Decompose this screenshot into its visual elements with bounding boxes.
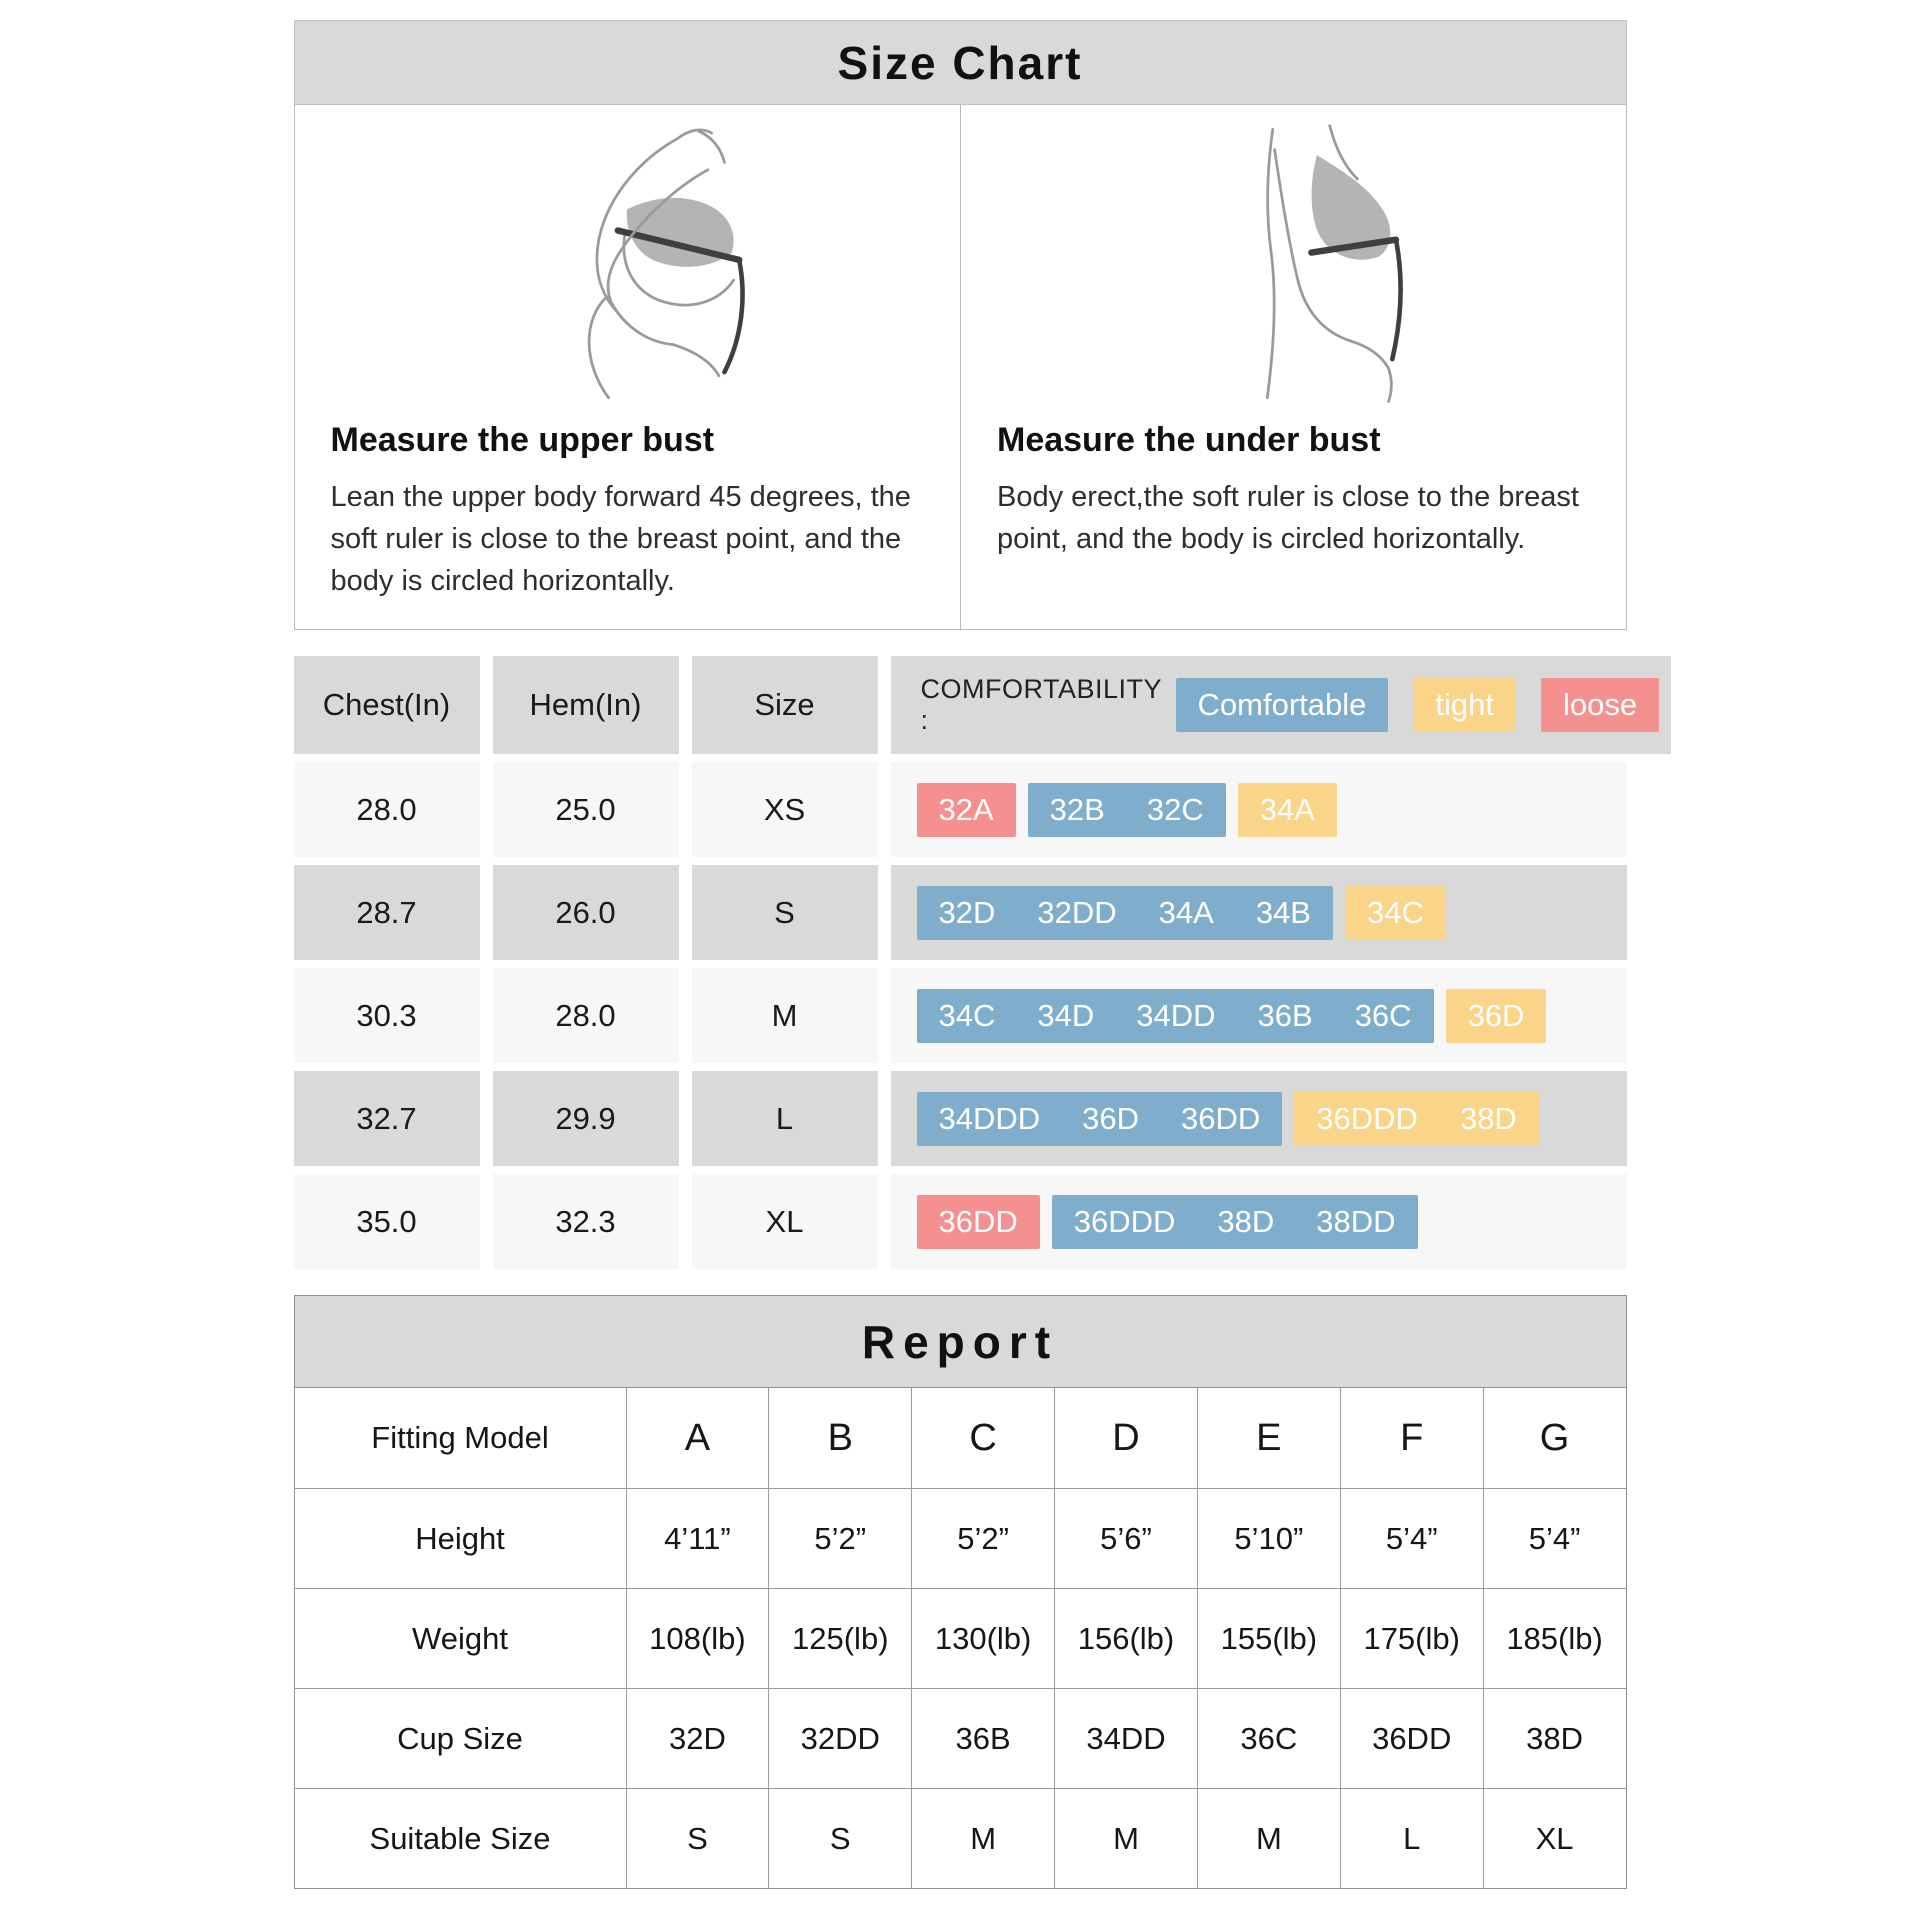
hem-value: 25.0 xyxy=(493,762,679,857)
report-value: 5’4” xyxy=(1483,1489,1626,1588)
report-value: M xyxy=(1197,1789,1340,1888)
bra-size: 36DD xyxy=(938,1203,1018,1239)
upright-figure-measuring-illustration xyxy=(997,115,1590,407)
comfortability-cell xyxy=(891,1174,1627,1269)
hem-value: 28.0 xyxy=(493,968,679,1063)
chest-value: 30.3 xyxy=(294,968,480,1063)
report-band xyxy=(295,1296,1626,1388)
under-bust-title: Measure the under bust xyxy=(997,421,1381,459)
comfortability-header xyxy=(891,656,1672,754)
report-value: 32D xyxy=(626,1689,769,1788)
report-value: C xyxy=(911,1388,1054,1488)
chest-value: 28.0 xyxy=(294,762,480,857)
bra-size: 36DD xyxy=(1181,1100,1261,1136)
report-value: 4’11” xyxy=(626,1489,769,1588)
size-chart-page xyxy=(294,0,1638,1889)
upper-bust-description: Lean the upper body forward 45 degrees, the soft ruler is close to the breast point, and the body is circled horizontally. xyxy=(330,481,911,598)
report-value: 36B xyxy=(911,1689,1054,1788)
report-value: D xyxy=(1054,1388,1197,1488)
bra-size: 34DDD xyxy=(938,1100,1041,1136)
size-badge-tight xyxy=(1446,989,1547,1043)
bra-size: 32DD xyxy=(1037,894,1117,930)
comfortability-cell xyxy=(891,865,1627,960)
upper-bust-panel xyxy=(295,105,961,629)
upper-bust-title: Measure the upper bust xyxy=(330,421,715,459)
comfortability-cell xyxy=(891,968,1627,1063)
bra-size: 34A xyxy=(1158,894,1214,930)
comfortability-cell xyxy=(891,762,1627,857)
report-row xyxy=(295,1688,1626,1788)
chest-value: 35.0 xyxy=(294,1174,480,1269)
report-value: 175(lb) xyxy=(1340,1589,1483,1688)
report-value: 5’2” xyxy=(911,1489,1054,1588)
report-title: Report xyxy=(861,1315,1059,1368)
bra-size: 38D xyxy=(1459,1100,1517,1136)
upper-bust-figure-icon xyxy=(462,122,792,407)
size-header: Size xyxy=(692,656,878,754)
bra-size: 32C xyxy=(1146,791,1204,827)
size-table-row xyxy=(294,762,1627,857)
comfortability-cell xyxy=(891,1071,1627,1166)
title-band xyxy=(294,20,1627,105)
bra-size: 32B xyxy=(1049,791,1105,827)
legend-badge-tight: tight xyxy=(1413,678,1516,732)
under-bust-figure-icon xyxy=(1128,122,1458,407)
report-table-body xyxy=(295,1388,1626,1888)
size-table-header-row xyxy=(294,656,1638,754)
report-value: 5’2” xyxy=(768,1489,911,1588)
under-bust-panel xyxy=(960,105,1626,629)
report-row xyxy=(295,1388,1626,1488)
report-row xyxy=(295,1788,1626,1888)
report-value: S xyxy=(768,1789,911,1888)
size-badge-loose xyxy=(917,1195,1040,1249)
report-row-label: Height xyxy=(415,1520,505,1556)
report-value: G xyxy=(1483,1388,1626,1488)
bra-size: 34DD xyxy=(1136,997,1216,1033)
chest-value: 32.7 xyxy=(294,1071,480,1166)
measure-panels xyxy=(294,105,1627,630)
size-badge-loose xyxy=(917,783,1016,837)
bra-size: 34A xyxy=(1259,791,1315,827)
report-table xyxy=(294,1295,1627,1889)
report-value: S xyxy=(626,1789,769,1888)
bra-size: 34C xyxy=(938,997,996,1033)
size-value: XS xyxy=(692,762,878,857)
report-row xyxy=(295,1488,1626,1588)
hem-value: 26.0 xyxy=(493,865,679,960)
size-badge-comfortable xyxy=(1028,783,1226,837)
report-value: 38D xyxy=(1483,1689,1626,1788)
size-value: S xyxy=(692,865,878,960)
bra-size: 32D xyxy=(938,894,996,930)
bra-size: 36DDD xyxy=(1316,1100,1418,1136)
size-value: L xyxy=(692,1071,878,1166)
report-value: B xyxy=(768,1388,911,1488)
comfort-legend xyxy=(1176,678,1672,732)
report-value: A xyxy=(626,1388,769,1488)
chest-header: Chest(In) xyxy=(294,656,480,754)
size-badge-tight xyxy=(1345,886,1446,940)
report-value: 125(lb) xyxy=(768,1589,911,1688)
size-table-body xyxy=(294,762,1627,1269)
size-badge-comfortable xyxy=(917,886,1333,940)
bra-size: 36C xyxy=(1354,997,1412,1033)
size-table-row xyxy=(294,1071,1627,1166)
size-badge-comfortable xyxy=(917,989,1434,1043)
bra-size: 34C xyxy=(1366,894,1424,930)
size-value: XL xyxy=(692,1174,878,1269)
report-value: 32DD xyxy=(768,1689,911,1788)
report-value: 5’10” xyxy=(1197,1489,1340,1588)
size-table-row xyxy=(294,865,1627,960)
report-row-label: Fitting Model xyxy=(371,1420,549,1455)
bra-size: 36D xyxy=(1082,1100,1140,1136)
hem-value: 32.3 xyxy=(493,1174,679,1269)
report-value: 156(lb) xyxy=(1054,1589,1197,1688)
report-value: XL xyxy=(1483,1789,1626,1888)
report-value: F xyxy=(1340,1388,1483,1488)
report-value: 34DD xyxy=(1054,1689,1197,1788)
report-value: 5’6” xyxy=(1054,1489,1197,1588)
report-value: M xyxy=(911,1789,1054,1888)
report-value: 155(lb) xyxy=(1197,1589,1340,1688)
report-value: L xyxy=(1340,1789,1483,1888)
report-value: 36C xyxy=(1197,1689,1340,1788)
bra-size: 36DDD xyxy=(1073,1203,1176,1239)
size-table-row xyxy=(294,968,1627,1063)
report-value: 108(lb) xyxy=(626,1589,769,1688)
under-bust-description: Body erect,the soft ruler is close to the breast point, and the body is circled horizontally. xyxy=(997,481,1579,556)
report-value: 5’4” xyxy=(1340,1489,1483,1588)
size-table xyxy=(294,656,1638,1269)
page-title: Size Chart xyxy=(837,36,1083,89)
size-table-row xyxy=(294,1174,1627,1269)
bra-size: 34B xyxy=(1255,894,1311,930)
size-badge-tight xyxy=(1238,783,1337,837)
bra-size: 38DD xyxy=(1316,1203,1396,1239)
bra-size: 32A xyxy=(938,791,994,827)
bra-size: 38D xyxy=(1217,1203,1275,1239)
report-value: 130(lb) xyxy=(911,1589,1054,1688)
report-value: 36DD xyxy=(1340,1689,1483,1788)
report-row-label: Cup Size xyxy=(397,1720,523,1756)
size-badge-comfortable xyxy=(917,1092,1283,1146)
legend-badge-comfortable: Comfortable xyxy=(1176,678,1389,732)
report-value: 185(lb) xyxy=(1483,1589,1626,1688)
size-value: M xyxy=(692,968,878,1063)
size-badge-comfortable xyxy=(1052,1195,1418,1249)
report-value: M xyxy=(1054,1789,1197,1888)
bra-size: 36D xyxy=(1467,997,1525,1033)
hem-header: Hem(In) xyxy=(493,656,679,754)
report-row xyxy=(295,1588,1626,1688)
report-value: E xyxy=(1197,1388,1340,1488)
comfortability-label: COMFORTABILITY : xyxy=(920,674,1162,735)
leaning-figure-measuring-illustration xyxy=(331,115,925,407)
hem-value: 29.9 xyxy=(493,1071,679,1166)
report-row-label: Weight xyxy=(412,1620,508,1656)
size-badge-tight xyxy=(1294,1092,1539,1146)
bra-size: 36B xyxy=(1257,997,1313,1033)
bra-size: 34D xyxy=(1037,997,1095,1033)
chest-value: 28.7 xyxy=(294,865,480,960)
report-row-label: Suitable Size xyxy=(369,1820,551,1856)
legend-badge-loose: loose xyxy=(1541,678,1659,732)
